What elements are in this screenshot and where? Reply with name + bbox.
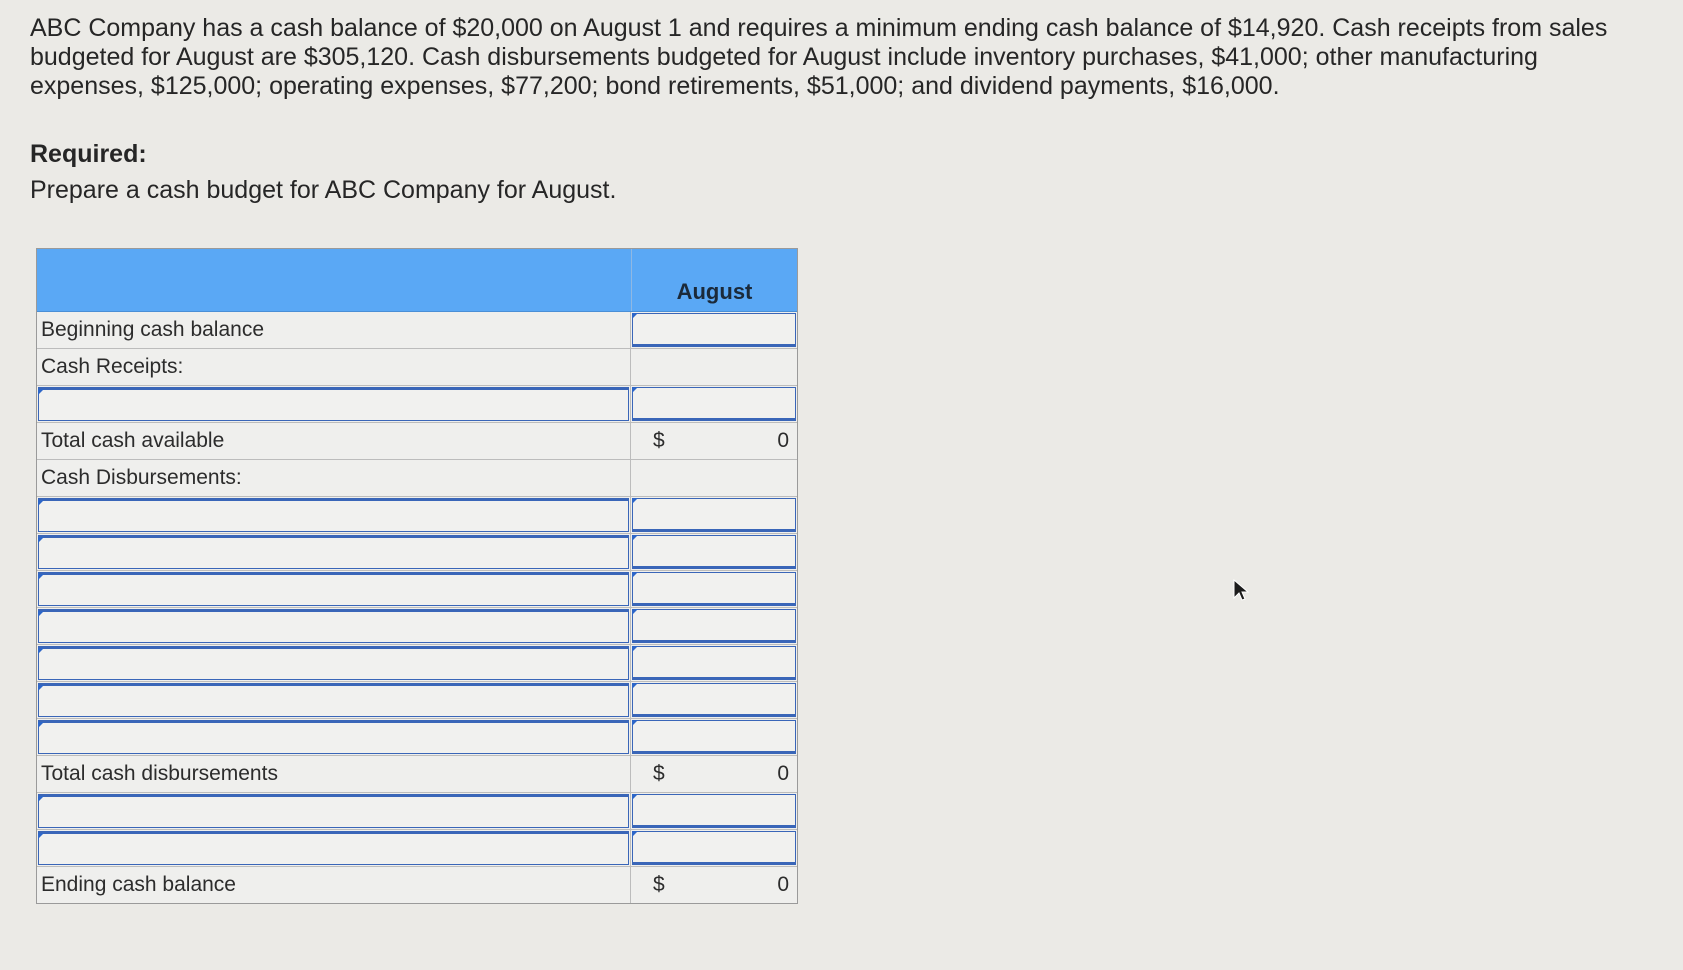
disbursement-amount-input-7[interactable] (632, 720, 796, 754)
disbursement-label-input-4[interactable] (38, 609, 629, 643)
disbursement-label-cell (37, 571, 631, 607)
required-heading: Required: (30, 140, 147, 168)
disbursement-label-input-6[interactable] (38, 683, 629, 717)
table-row-cash-receipts (37, 349, 797, 386)
table-row-disbursement-6 (37, 682, 797, 719)
disbursement-value-cell (631, 497, 797, 533)
adjustment-value-cell (631, 830, 797, 866)
disbursement-value-cell (631, 645, 797, 681)
disbursement-value-cell (631, 719, 797, 755)
receipt-label-input[interactable] (38, 387, 629, 421)
table-row-cash-disbursements (37, 460, 797, 497)
adjustment-label-cell (37, 830, 631, 866)
value-cell-total-cash-disbursements (631, 756, 797, 792)
row-label-beginning-cash: Beginning cash balance (37, 312, 631, 348)
table-row-beginning-cash (37, 312, 797, 349)
table-row-adjustment-2 (37, 830, 797, 867)
disbursement-label-input-5[interactable] (38, 646, 629, 680)
disbursement-label-cell (37, 497, 631, 533)
adjustment-value-cell (631, 793, 797, 829)
table-row-disbursement-3 (37, 571, 797, 608)
table-row-disbursement-4 (37, 608, 797, 645)
table-row-disbursement-5 (37, 645, 797, 682)
currency-symbol: $ (653, 762, 665, 785)
table-header (37, 249, 797, 312)
disbursement-amount-input-5[interactable] (632, 646, 796, 680)
currency-symbol: $ (653, 873, 665, 896)
adjustment-amount-input-2[interactable] (632, 831, 796, 865)
receipt-amount-input[interactable] (632, 387, 796, 421)
column-header-august: August (676, 279, 753, 304)
row-label-ending-cash: Ending cash balance (37, 867, 631, 903)
disbursement-label-cell (37, 682, 631, 718)
adjustment-amount-input-1[interactable] (632, 794, 796, 828)
row-label-cash-receipts: Cash Receipts: (37, 349, 631, 385)
table-row-receipt-entry (37, 386, 797, 423)
value-cell-cash-disbursements-heading (631, 460, 797, 496)
disbursement-label-cell (37, 608, 631, 644)
row-label-total-cash-disbursements: Total cash disbursements (37, 756, 631, 792)
total-cash-disbursements-value: 0 (777, 762, 789, 785)
header-label-column (37, 249, 632, 311)
disbursement-label-input-2[interactable] (38, 535, 629, 569)
disbursement-amount-input-6[interactable] (632, 683, 796, 717)
disbursement-value-cell (631, 608, 797, 644)
disbursement-amount-input-1[interactable] (632, 498, 796, 532)
disbursement-label-input-7[interactable] (38, 720, 629, 754)
row-label-total-cash-available: Total cash available (37, 423, 631, 459)
required-instruction: Prepare a cash budget for ABC Company for August. (30, 176, 617, 204)
disbursement-value-cell (631, 534, 797, 570)
disbursement-amount-input-4[interactable] (632, 609, 796, 643)
row-label-cash-disbursements: Cash Disbursements: (37, 460, 631, 496)
value-cell-cash-receipts-heading (631, 349, 797, 385)
adjustment-label-input-2[interactable] (38, 831, 629, 865)
beginning-cash-input[interactable] (632, 313, 796, 347)
table-row-total-cash-disbursements (37, 756, 797, 793)
disbursement-label-input-1[interactable] (38, 498, 629, 532)
disbursement-value-cell (631, 682, 797, 718)
problem-statement (30, 14, 1620, 101)
ending-cash-value: 0 (777, 873, 789, 896)
value-cell-ending-cash (631, 867, 797, 903)
table-row-total-cash-available (37, 423, 797, 460)
disbursement-label-cell (37, 534, 631, 570)
disbursement-label-cell (37, 719, 631, 755)
cash-budget-table (36, 248, 798, 904)
receipt-value-cell (631, 386, 797, 422)
table-row-disbursement-7 (37, 719, 797, 756)
table-row-disbursement-1 (37, 497, 797, 534)
disbursement-amount-input-2[interactable] (632, 535, 796, 569)
problem-text: ABC Company has a cash balance of $20,000 on August 1 and requires a minimum ending cash balance of $14,920. Cash receipts from sales budgeted for August are $305,120. Cash disbursements budgeted for August include inventory purchases, $41,000; other manufacturing expenses, $125,000; operating expenses, $77,200; bond retirements, $51,000; and dividend payments, $16,000. (30, 14, 1608, 100)
adjustment-label-input-1[interactable] (38, 794, 629, 828)
table-row-disbursement-2 (37, 534, 797, 571)
total-cash-available-value: 0 (777, 429, 789, 452)
receipt-label-cell (37, 386, 631, 422)
mouse-pointer-icon (1232, 578, 1250, 602)
disbursement-value-cell (631, 571, 797, 607)
table-row-adjustment-1 (37, 793, 797, 830)
value-cell-total-cash-available (631, 423, 797, 459)
adjustment-label-cell (37, 793, 631, 829)
disbursement-label-input-3[interactable] (38, 572, 629, 606)
currency-symbol: $ (653, 429, 665, 452)
disbursement-label-cell (37, 645, 631, 681)
table-row-ending-cash (37, 867, 797, 903)
disbursement-amount-input-3[interactable] (632, 572, 796, 606)
value-cell-beginning-cash (631, 312, 797, 348)
